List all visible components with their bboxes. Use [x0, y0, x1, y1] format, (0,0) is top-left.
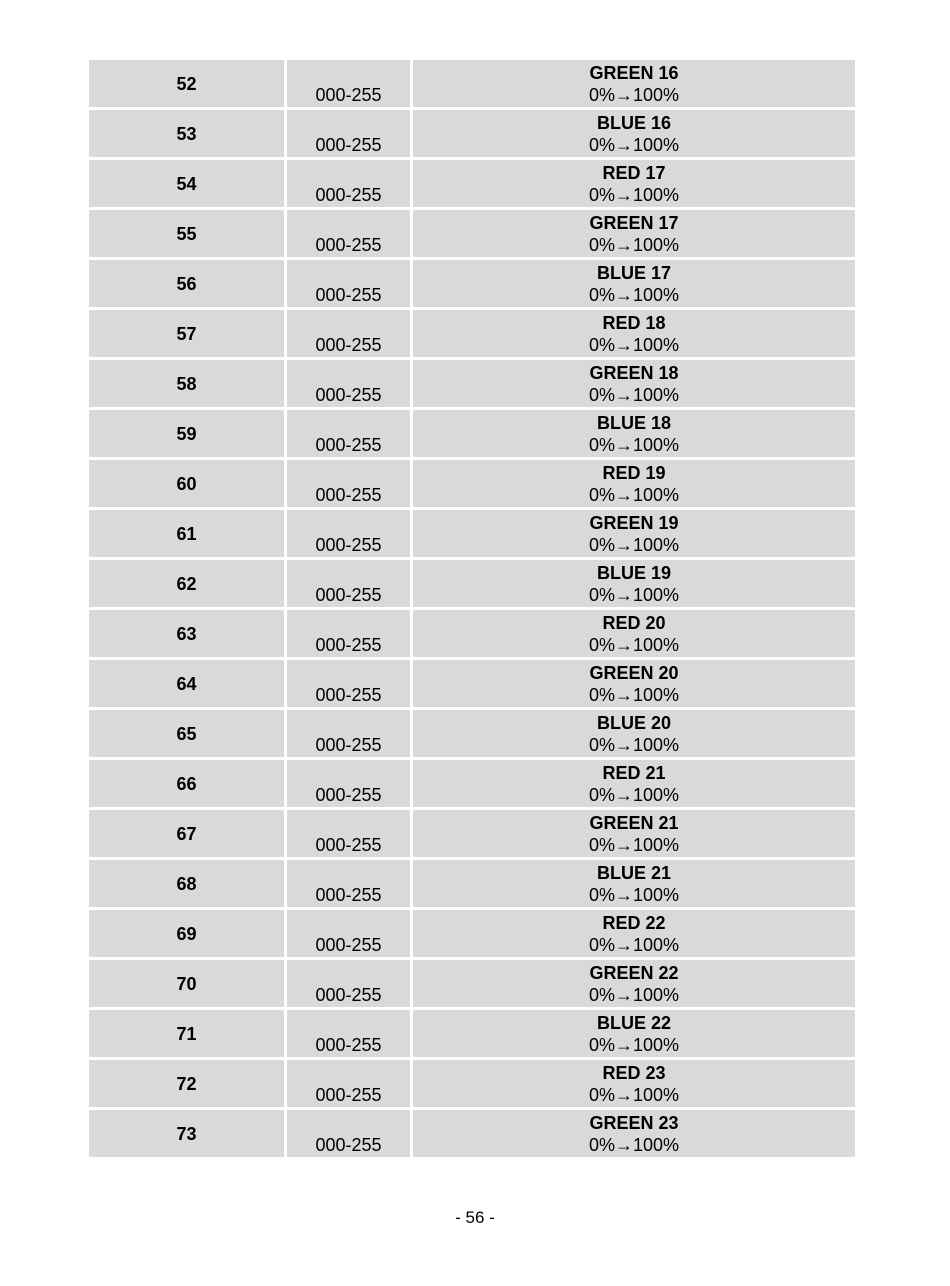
function-name: GREEN 16	[589, 62, 679, 83]
table-row	[89, 460, 855, 507]
function-range: 0%→100%	[588, 784, 680, 805]
table-row	[89, 410, 855, 457]
dmx-channel-table-body	[89, 60, 855, 1157]
function-range: 0%→100%	[588, 684, 680, 705]
table-row	[89, 860, 855, 907]
channel-number: 73	[89, 1110, 284, 1157]
channel-number: 69	[89, 910, 284, 957]
channel-number: 54	[89, 160, 284, 207]
channel-number: 71	[89, 1010, 284, 1057]
channel-number: 62	[89, 560, 284, 607]
function-range: 0%→100%	[588, 334, 680, 355]
channel-number: 63	[89, 610, 284, 657]
dmx-value-range: 000-255	[287, 260, 410, 307]
channel-number: 70	[89, 960, 284, 1007]
function-range: 0%→100%	[588, 984, 680, 1005]
function-cell	[413, 960, 855, 1007]
dmx-value-range: 000-255	[287, 110, 410, 157]
function-cell	[413, 660, 855, 707]
channel-number: 59	[89, 410, 284, 457]
function-cell	[413, 60, 855, 107]
channel-number: 72	[89, 1060, 284, 1107]
function-name: RED 21	[602, 762, 666, 783]
table-row	[89, 760, 855, 807]
function-name: GREEN 18	[589, 362, 679, 383]
table-row	[89, 960, 855, 1007]
function-name: BLUE 19	[596, 562, 672, 583]
function-name: BLUE 16	[596, 112, 672, 133]
function-range: 0%→100%	[588, 484, 680, 505]
function-range: 0%→100%	[588, 284, 680, 305]
channel-number: 68	[89, 860, 284, 907]
function-range: 0%→100%	[588, 1134, 680, 1155]
dmx-value-range: 000-255	[287, 310, 410, 357]
function-name: BLUE 17	[596, 262, 672, 283]
table-row	[89, 1110, 855, 1157]
table-row	[89, 1060, 855, 1107]
function-range: 0%→100%	[588, 1084, 680, 1105]
dmx-value-range: 000-255	[287, 660, 410, 707]
dmx-value-range: 000-255	[287, 360, 410, 407]
function-name: GREEN 21	[589, 812, 679, 833]
dmx-value-range: 000-255	[287, 460, 410, 507]
dmx-value-range: 000-255	[287, 160, 410, 207]
channel-number: 60	[89, 460, 284, 507]
function-cell	[413, 410, 855, 457]
function-cell	[413, 1060, 855, 1107]
table-row	[89, 910, 855, 957]
dmx-value-range: 000-255	[287, 60, 410, 107]
dmx-value-range: 000-255	[287, 860, 410, 907]
function-range: 0%→100%	[588, 134, 680, 155]
dmx-value-range: 000-255	[287, 760, 410, 807]
table-row	[89, 360, 855, 407]
dmx-value-range: 000-255	[287, 560, 410, 607]
table-row	[89, 110, 855, 157]
function-range: 0%→100%	[588, 84, 680, 105]
function-name: GREEN 17	[589, 212, 679, 233]
dmx-value-range: 000-255	[287, 410, 410, 457]
channel-number: 67	[89, 810, 284, 857]
function-name: BLUE 21	[596, 862, 672, 883]
function-cell	[413, 210, 855, 257]
table-row	[89, 510, 855, 557]
dmx-value-range: 000-255	[287, 710, 410, 757]
function-range: 0%→100%	[588, 884, 680, 905]
function-cell	[413, 260, 855, 307]
function-range: 0%→100%	[588, 1034, 680, 1055]
page-number: - 56 -	[455, 1208, 495, 1227]
function-name: RED 22	[602, 912, 666, 933]
dmx-value-range: 000-255	[287, 810, 410, 857]
function-name: RED 19	[602, 462, 666, 483]
function-cell	[413, 1010, 855, 1057]
function-name: BLUE 22	[596, 1012, 672, 1033]
dmx-value-range: 000-255	[287, 1010, 410, 1057]
function-cell	[413, 610, 855, 657]
table-row	[89, 710, 855, 757]
function-name: GREEN 22	[589, 962, 679, 983]
table-row	[89, 60, 855, 107]
function-cell	[413, 160, 855, 207]
function-cell	[413, 860, 855, 907]
dmx-channel-table	[86, 57, 858, 1160]
function-range: 0%→100%	[588, 634, 680, 655]
function-name: BLUE 18	[596, 412, 672, 433]
function-cell	[413, 710, 855, 757]
table-row	[89, 610, 855, 657]
function-range: 0%→100%	[588, 834, 680, 855]
table-row	[89, 260, 855, 307]
dmx-value-range: 000-255	[287, 960, 410, 1007]
channel-number: 65	[89, 710, 284, 757]
channel-number: 55	[89, 210, 284, 257]
table-row	[89, 160, 855, 207]
table-row	[89, 1010, 855, 1057]
function-cell	[413, 460, 855, 507]
table-row	[89, 210, 855, 257]
channel-number: 64	[89, 660, 284, 707]
dmx-value-range: 000-255	[287, 910, 410, 957]
function-name: GREEN 19	[589, 512, 679, 533]
channel-number: 53	[89, 110, 284, 157]
dmx-value-range: 000-255	[287, 1110, 410, 1157]
function-cell	[413, 110, 855, 157]
function-range: 0%→100%	[588, 234, 680, 255]
function-name: GREEN 23	[589, 1112, 679, 1133]
function-cell	[413, 560, 855, 607]
channel-number: 58	[89, 360, 284, 407]
channel-number: 56	[89, 260, 284, 307]
function-cell	[413, 810, 855, 857]
function-range: 0%→100%	[588, 934, 680, 955]
channel-number: 57	[89, 310, 284, 357]
table-row	[89, 560, 855, 607]
function-range: 0%→100%	[588, 384, 680, 405]
function-name: RED 23	[602, 1062, 666, 1083]
dmx-value-range: 000-255	[287, 610, 410, 657]
function-cell	[413, 760, 855, 807]
function-range: 0%→100%	[588, 534, 680, 555]
dmx-value-range: 000-255	[287, 510, 410, 557]
function-name: RED 17	[602, 162, 666, 183]
function-range: 0%→100%	[588, 184, 680, 205]
function-name: RED 18	[602, 312, 666, 333]
function-cell	[413, 510, 855, 557]
function-cell	[413, 310, 855, 357]
table-row	[89, 810, 855, 857]
function-name: BLUE 20	[596, 712, 672, 733]
function-cell	[413, 1110, 855, 1157]
function-cell	[413, 910, 855, 957]
function-cell	[413, 360, 855, 407]
table-row	[89, 660, 855, 707]
function-name: GREEN 20	[589, 662, 679, 683]
channel-number: 66	[89, 760, 284, 807]
table-row	[89, 310, 855, 357]
function-range: 0%→100%	[588, 584, 680, 605]
dmx-value-range: 000-255	[287, 1060, 410, 1107]
channel-number: 52	[89, 60, 284, 107]
dmx-value-range: 000-255	[287, 210, 410, 257]
function-range: 0%→100%	[588, 734, 680, 755]
function-name: RED 20	[602, 612, 666, 633]
function-range: 0%→100%	[588, 434, 680, 455]
channel-number: 61	[89, 510, 284, 557]
